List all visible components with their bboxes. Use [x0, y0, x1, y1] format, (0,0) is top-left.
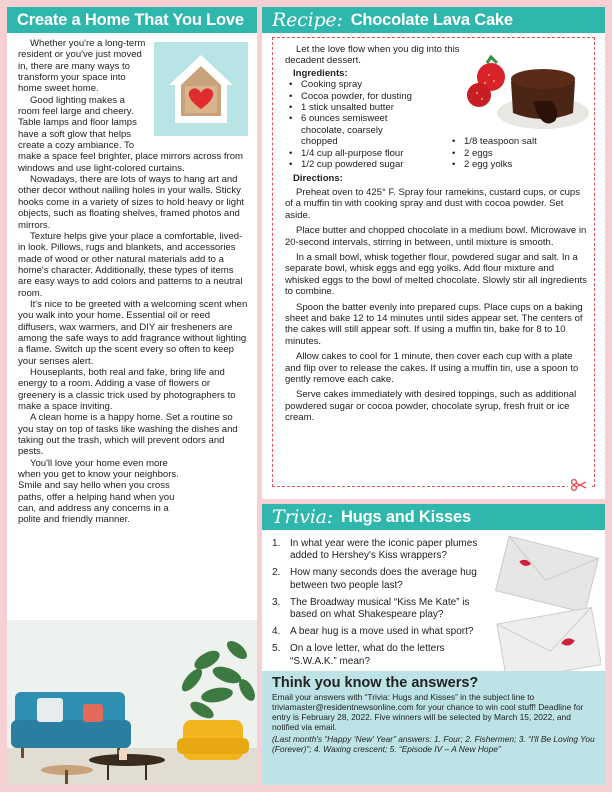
- recipe-header: [262, 7, 605, 33]
- answers-box: [262, 671, 605, 785]
- trivia-title: Hugs and Kisses: [340, 507, 471, 526]
- ingredients-label: Ingredients:: [293, 67, 348, 79]
- trivia-question: [272, 626, 487, 638]
- direction-step-5: Allow cakes to cool for 1 minute, then cover each cup with a plate and flip over to release the cakes. If using a muffin tin, use a spoon to gently remove each cake.: [285, 351, 579, 385]
- question-text: How many seconds does the average hug between two people last?: [290, 567, 477, 591]
- question-number: 2.: [272, 567, 281, 579]
- trivia-header: [262, 504, 605, 530]
- trivia-question: [272, 597, 487, 621]
- ingredient-item: • Cocoa powder, for dusting: [285, 91, 448, 102]
- home-paragraph-3: Nowadays, there are lots of ways to hang art and other decor without nailing holes in your walls. Sticky hooks come in a variety of sizes to hold heavy or light objects, such as floating shelves, framed photos and mirrors.: [18, 174, 245, 231]
- ingredient-item: • 2 egg yolks: [448, 159, 537, 170]
- home-paragraph-5: It's nice to be greeted with a welcoming scent when you walk into your home. Essential oil or reed diffusers, wax warmers, and DIY air fresheners are among the safe ways to add fragrance without lighting a flame. Switch up the scent every so often to keep your senses alert.: [18, 298, 248, 367]
- home-paragraph-1: Whether you're a long-term resident or you've just moved in, there are many ways to transform your space into home sweet home.: [18, 38, 146, 95]
- answers-instructions: Email your answers with “Trivia: Hugs and Kisses” in the subject line to triviamaster@residentnewsonline.com for your chance to win cool stuff! Deadline for entry is February 28, 2022. Five winners will be selected by March 15, 2022, and notified via email.: [272, 692, 584, 733]
- ingredient-item: • 6 ounces semisweet chocolate, coarsely chopped: [285, 113, 420, 147]
- home-paragraph-7: A clean home is a happy home. Set a routine so you stay on top of tasks like washing the dishes and taking out the trash, which will prevent odors and pests.: [18, 412, 238, 458]
- recipe-script-label: Recipe:: [272, 9, 343, 31]
- trivia-script-label: Trivia:: [272, 506, 333, 528]
- trivia-question: [272, 567, 487, 591]
- love-letter-envelopes-icon: [489, 534, 601, 684]
- direction-step-1: Preheat oven to 425° F. Spray four ramekins, custard cups, or cups of a muffin tin with cooking spray and dust with cocoa powder. Set aside.: [285, 186, 581, 221]
- home-paragraph-6: Houseplants, both real and fake, bring life and energy to a room. Adding a vase of flowers or greenery is a classic trick used by photographers to make a space inviting.: [18, 366, 236, 412]
- direction-step-2: Place butter and chopped chocolate in a medium bowl. Microwave in 20-second intervals, stirring in between, until mixture is smooth.: [285, 225, 587, 248]
- home-paragraph-8: You'll love your home even more when you get to know your neighbors. Smile and say hello when you cross paths, offer a helping hand when you can, and address any concerns in a polite and friendly manner.: [18, 457, 179, 526]
- question-text: The Broadway musical “Kiss Me Kate” is based on what Shakespeare play?: [290, 596, 470, 621]
- answers-heading: Think you know the answers?: [272, 675, 479, 691]
- recipe-card: [272, 37, 595, 487]
- recipe-section: [262, 7, 605, 499]
- lava-cake-photo: [463, 41, 591, 141]
- question-text: In what year were the iconic paper plumes added to Hershey's Kiss wrappers?: [290, 538, 478, 562]
- trivia-section: [262, 504, 605, 785]
- scissors-icon: [568, 479, 590, 494]
- direction-step-3: In a small bowl, whisk together flour, powdered sugar and salt. In a separate bowl, whisk eggs and egg yolks. Add flour mixture and whisked eggs to the bowl of melted chocolate. Slowly stir all ingredients to combine.: [285, 251, 587, 298]
- house-heart-icon: [154, 42, 248, 136]
- ingredient-item: • 1 stick unsalted butter: [285, 102, 448, 113]
- recipe-title: Chocolate Lava Cake: [350, 10, 513, 29]
- directions-label: Directions:: [293, 173, 343, 185]
- question-number: 5.: [272, 643, 281, 655]
- home-article: [7, 7, 257, 785]
- living-room-photo: [7, 620, 257, 785]
- ingredient-item: • 1/4 cup all-purpose flour: [285, 148, 448, 159]
- direction-step-4: Spoon the batter evenly into prepared cups. Place cups on a baking sheet and bake 12 to 14 minutes until sides appear set. The centers of the cakes will still appear soft. If using a muffin tin, bake for 8 to 10 minutes.: [285, 301, 583, 347]
- ingredient-item: • 1/8 teaspoon salt: [448, 136, 537, 147]
- question-number: 1.: [272, 538, 281, 549]
- recipe-intro: Let the love flow when you dig into this decadent dessert.: [285, 44, 460, 67]
- ingredient-item: • 1/2 cup powdered sugar: [285, 159, 448, 170]
- home-article-title: Create a Home That You Love: [7, 7, 257, 33]
- question-text: On a love letter, what do the letters “S.W.A.K.” mean?: [290, 643, 445, 667]
- ingredient-item: • Cooking spray: [285, 79, 448, 90]
- home-paragraph-4: Texture helps give your place a comfortable, lived-in look. Pillows, rugs and blankets, and accessories made of wood or other natural materials add to a home's character. Additionally, these types of items are easy ways to add colors and patterns to a neutral room.: [18, 230, 243, 299]
- home-article-body: [7, 33, 257, 526]
- ingredient-item: • 2 eggs: [448, 148, 537, 159]
- trivia-question: [272, 538, 487, 562]
- direction-step-6: Serve cakes immediately with desired toppings, such as additional powdered sugar or cocoa powder, chocolate syrup, fresh fruit or ice cream.: [285, 389, 577, 424]
- last-month-answers: (Last month's “Happy ‘New’ Year” answers: 1. Four; 2. Fishermen; 3. “I'll Be Loving You (Forever)”; 4. Waxing crescent; 5. “Episode IV – A New Hope”: [272, 734, 595, 755]
- question-text: A bear hug is a move used in what sport?: [290, 626, 474, 638]
- question-number: 4.: [272, 626, 281, 638]
- trivia-question: [272, 643, 487, 667]
- ingredients-column-1: [285, 79, 448, 170]
- question-number: 3.: [272, 596, 281, 608]
- home-paragraph-2: Good lighting makes a room feel large and cheery. Table lamps and floor lamps have a soft glow that helps create a cozy ambiance. To make a space feel brighter, place mirrors across from windows and use light-colored curtains.: [18, 94, 243, 174]
